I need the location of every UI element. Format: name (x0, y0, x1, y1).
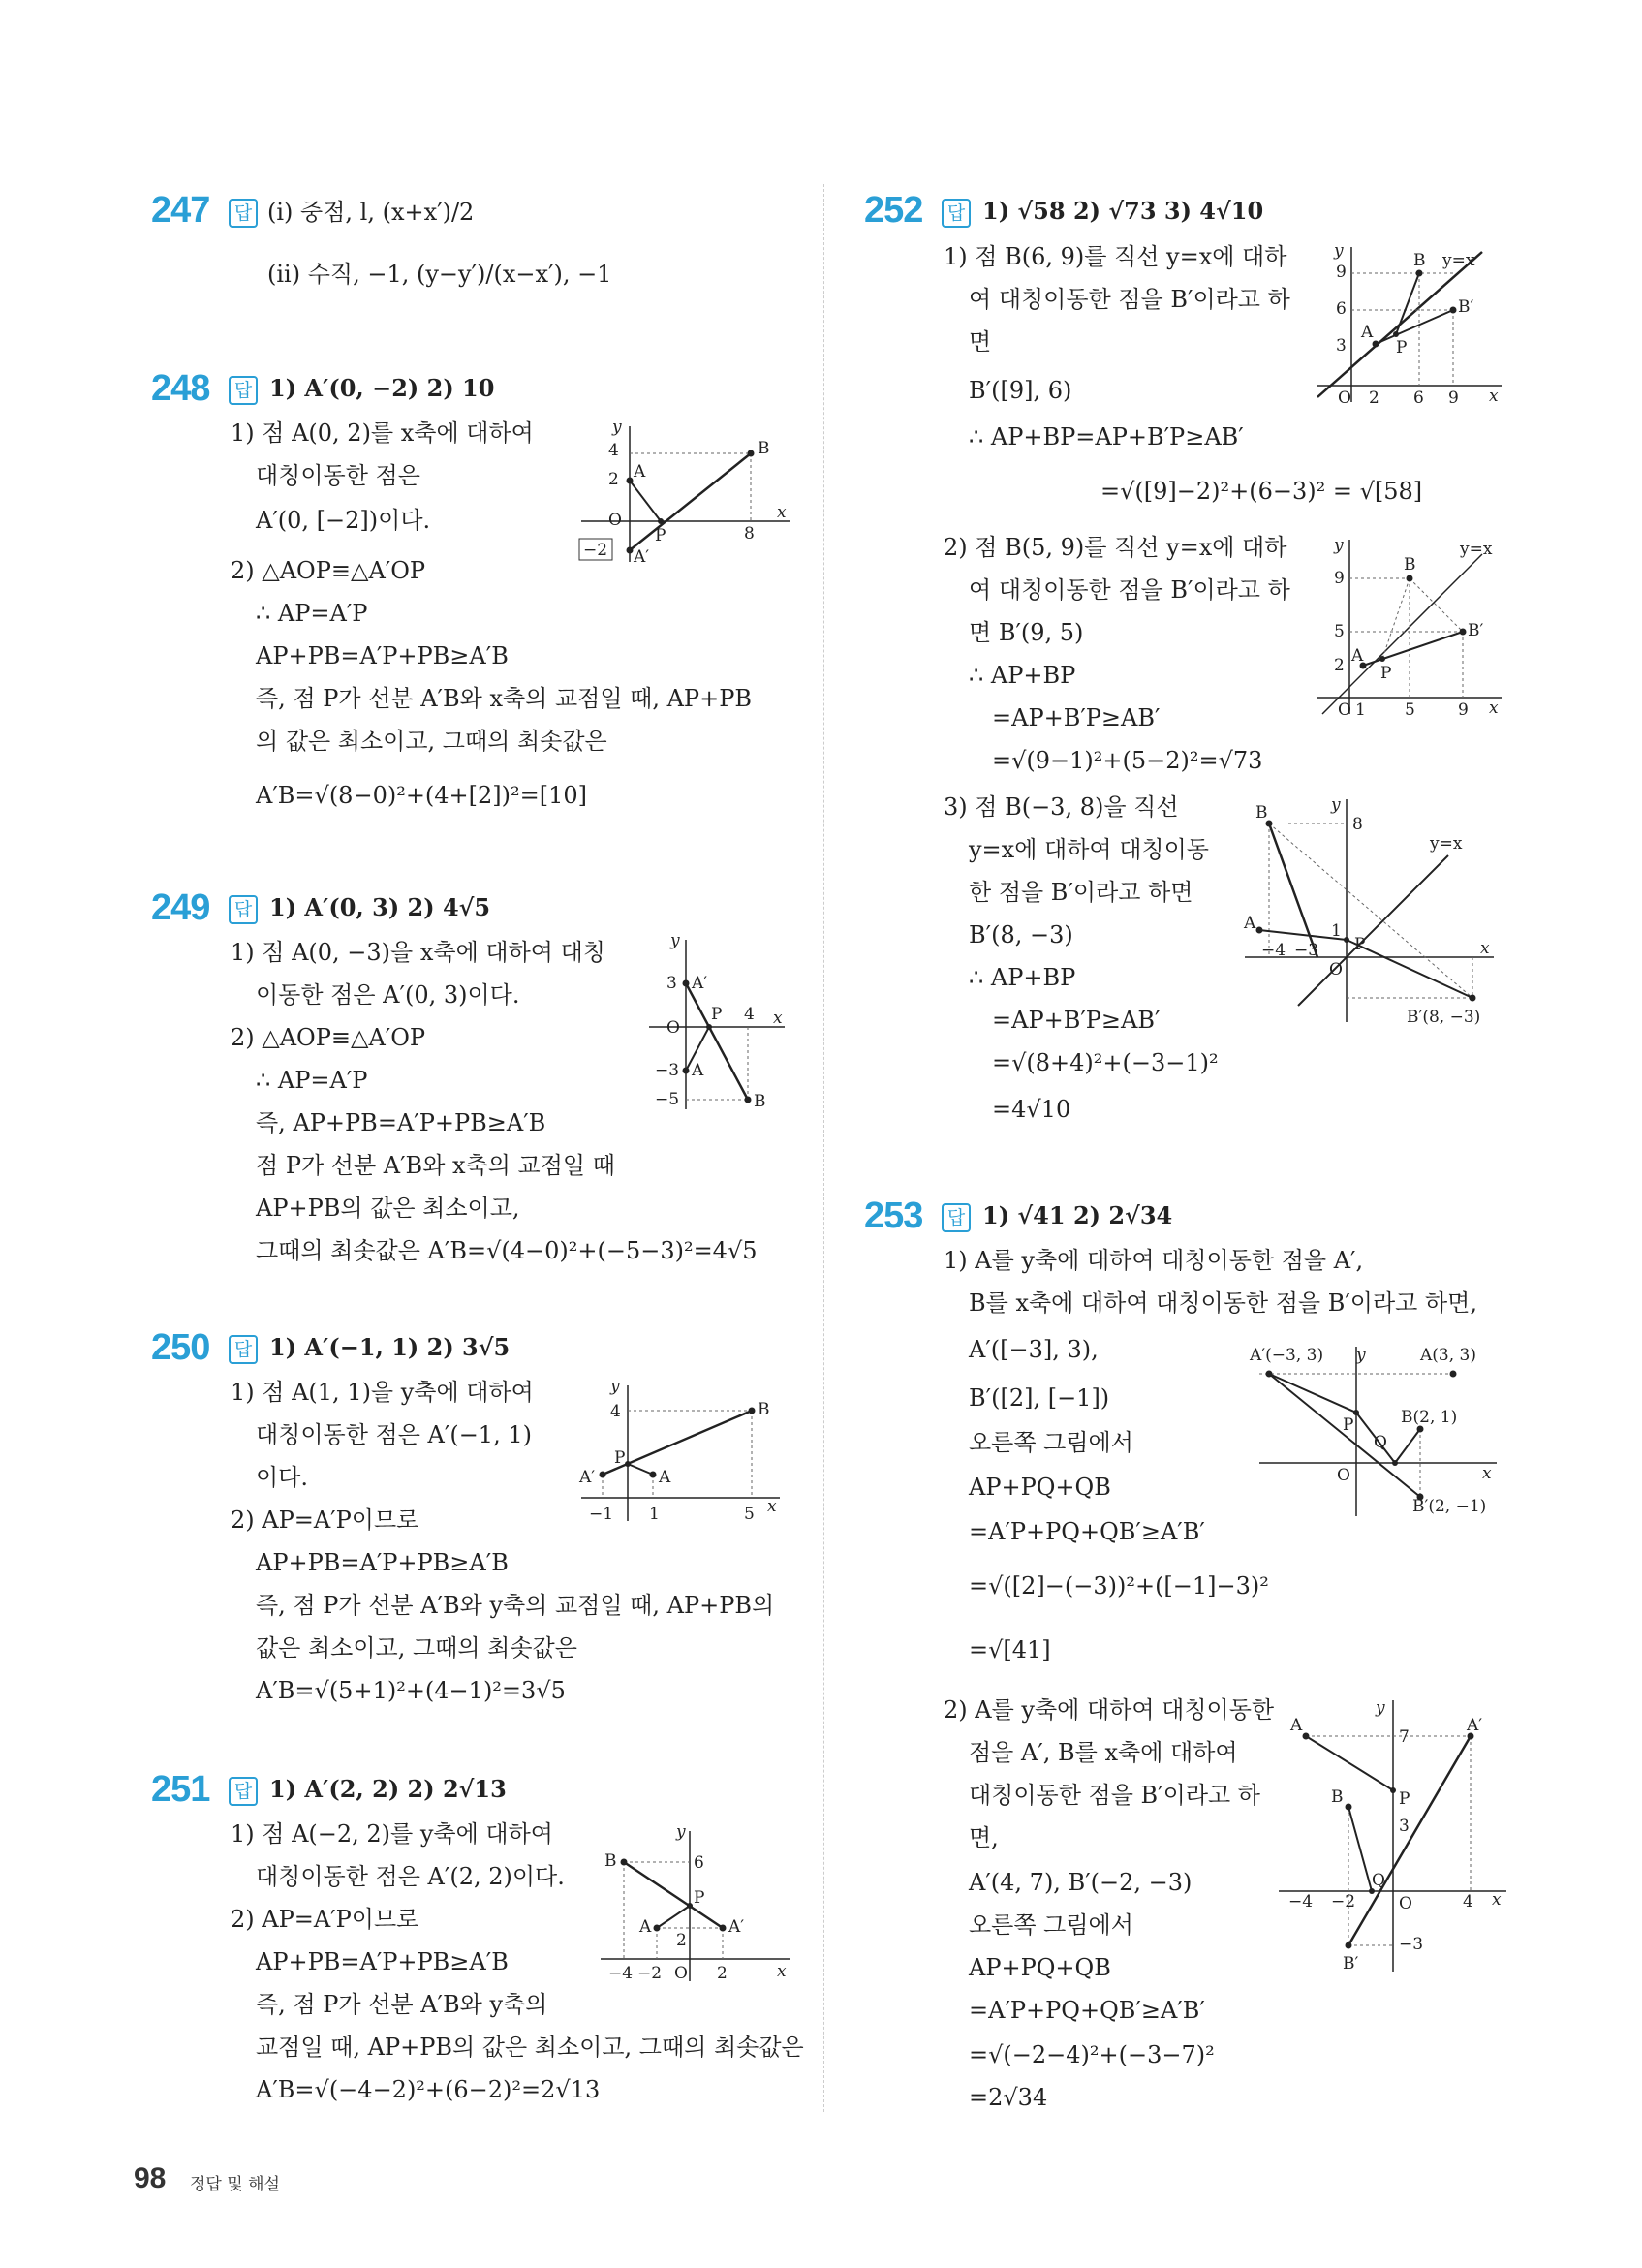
p248-line-3: 2) △AOP≡△A′OP (231, 557, 426, 584)
p253-2-line-1: 점을 A′, B를 x축에 대하여 (969, 1739, 1238, 1766)
point-a-prime-label: A′ (1467, 1716, 1483, 1735)
problem-number-249: 249 (151, 887, 210, 928)
p248-line-5: AP+PB=A′P+PB≥A′B (256, 642, 509, 669)
p251-line-5: 교점일 때, AP+PB의 값은 최소이고, 그때의 최솟값은 (256, 2034, 804, 2061)
tick-8: 8 (1352, 815, 1363, 834)
point-q-label: Q (1374, 1433, 1387, 1452)
point-p-label: P (614, 1448, 626, 1468)
p249-line-3: ∴ AP=A′P (256, 1067, 368, 1094)
point-b-label: B (1413, 251, 1426, 270)
tick-x-2: 2 (1369, 388, 1379, 408)
tick-3: 3 (666, 974, 677, 993)
origin-label: O (608, 511, 622, 530)
point-a-prime-label: A′ (728, 1917, 745, 1937)
page-number: 98 (134, 2162, 167, 2194)
problem-number-247: 247 (151, 190, 210, 231)
x-axis-label: x (1480, 939, 1490, 958)
tick-x-1: 1 (1355, 700, 1366, 720)
point-a-prime-label: A′ (579, 1468, 596, 1487)
p250-line-1: 대칭이동한 점은 A′(−1, 1) (256, 1421, 532, 1448)
p252-figure-2 (1313, 535, 1506, 719)
p251-line-4: 즉, 점 P가 선분 A′B와 y축의 (256, 1991, 548, 2018)
point-p-label: P (1380, 664, 1392, 683)
p251-line-6: A′B=√(−4−2)²+(6−2)²=2√13 (256, 2076, 601, 2103)
p252-1-line-1: 여 대칭이동한 점을 B′이라고 하 (969, 286, 1290, 313)
p252-3-line-3: B′(8, −3) (969, 921, 1073, 948)
p252-2-line-3: ∴ AP+BP (969, 662, 1076, 689)
p252-3-line-0: 3) 점 B(−3, 8)을 직선 (944, 793, 1179, 821)
p253-1-line-2: A′([−3], 3), (969, 1336, 1099, 1363)
p253-2-line-7: =A′P+PQ+QB′≥A′B′ (969, 1997, 1205, 2024)
origin-label: O (666, 1018, 680, 1038)
p252-3-line-7: =4√10 (992, 1096, 1071, 1123)
tick-2: 2 (608, 470, 619, 489)
origin-label: O (1399, 1894, 1412, 1913)
p252-3-line-5: =AP+B′P≥AB′ (992, 1007, 1161, 1034)
point-b-prime-label: B′(8, −3) (1407, 1008, 1481, 1027)
tick-minus-1: −1 (589, 1505, 614, 1524)
tick-4: 4 (608, 441, 619, 460)
tick-x-2: 2 (717, 1964, 728, 1983)
p250-line-6: 값은 최소이고, 그때의 최솟값은 (256, 1634, 577, 1662)
point-b-label: B (754, 1092, 766, 1111)
y-axis-label: y (1334, 536, 1344, 555)
p252-1-line-3: B′([9], 6) (969, 377, 1072, 404)
point-p-label: P (711, 1005, 723, 1024)
p253-1-line-5: AP+PQ+QB (969, 1474, 1111, 1501)
problem-number-253: 253 (864, 1196, 923, 1236)
p252-figure-3 (1240, 794, 1502, 1027)
p252-3-line-1: y=x에 대하여 대칭이동 (969, 836, 1209, 863)
point-p-label: P (1343, 1415, 1354, 1435)
p252-2-line-4: =AP+B′P≥AB′ (992, 704, 1161, 731)
origin-label: O (1337, 1466, 1350, 1485)
y-axis-label: y (1334, 241, 1344, 261)
p252-answer: 1) √58 2) √73 3) 4√10 (982, 197, 1264, 225)
tick-minus-3: −3 (1294, 941, 1319, 960)
p252-figure-1 (1313, 242, 1506, 407)
p252-1-line-4: ∴ AP+BP=AP+B′P≥AB′ (969, 423, 1244, 450)
p251-line-0: 1) 점 A(−2, 2)를 y축에 대하여 (231, 1820, 553, 1848)
point-q-label: Q (1372, 1871, 1385, 1890)
y-axis-label: y (1376, 1698, 1385, 1718)
tick-minus-4: −4 (1288, 1892, 1314, 1911)
y-axis-label: y (676, 1822, 686, 1842)
x-axis-label: x (773, 1009, 783, 1028)
line-y-eq-x-label: y=x (1442, 251, 1475, 270)
point-a-prime-label: A′ (634, 547, 650, 567)
tick-x-5: 5 (1405, 700, 1415, 720)
p248-line-4: ∴ AP=A′P (256, 600, 368, 627)
p251-line-2: 2) AP=A′P이므로 (231, 1906, 419, 1933)
origin-label: O (674, 1964, 688, 1983)
point-p-label: P (1399, 1789, 1410, 1809)
point-a-label: A(3, 3) (1420, 1346, 1476, 1365)
p249-line-7: 그때의 최솟값은 A′B=√(4−0)²+(−5−3)²=4√5 (256, 1237, 758, 1264)
p253-2-line-6: AP+PQ+QB (969, 1954, 1111, 1981)
tick-9: 9 (1336, 263, 1347, 282)
p248-line-7: 의 값은 최소이고, 그때의 최솟값은 (256, 728, 607, 755)
x-axis-label: x (777, 1962, 787, 1981)
p249-line-4: 즉, AP+PB=A′P+PB≥A′B (256, 1109, 546, 1136)
answer-badge: 답 (229, 199, 258, 228)
tick-2: 2 (1334, 656, 1345, 675)
point-b-prime-label: B′ (1468, 621, 1484, 640)
tick-5: 5 (1334, 622, 1345, 641)
y-axis-label: y (1356, 1346, 1366, 1365)
p247-line-2: (ii) 수직, −1, (y−y′)/(x−x′), −1 (267, 261, 612, 288)
problem-number-250: 250 (151, 1327, 210, 1368)
tick-4: 4 (1463, 1892, 1473, 1911)
p249-line-5: 점 P가 선분 A′B와 x축의 교점일 때 (256, 1152, 615, 1179)
point-p-label: P (1354, 935, 1366, 954)
line-y-eq-x-label: y=x (1430, 834, 1463, 854)
problem-number-252: 252 (864, 190, 923, 231)
y-axis-label: y (670, 931, 680, 950)
point-p-label: P (655, 526, 666, 545)
x-axis-label: x (1482, 1464, 1492, 1483)
tick-3: 3 (1399, 1817, 1410, 1836)
p249-line-0: 1) 점 A(0, −3)을 x축에 대하여 대칭 (231, 939, 605, 966)
point-a-label: A (1244, 914, 1256, 933)
origin-label: O (1338, 388, 1351, 408)
p253-2-line-4: A′(4, 7), B′(−2, −3) (969, 1869, 1193, 1896)
p253-figure-1 (1250, 1337, 1511, 1521)
p253-2-line-3: 면, (969, 1824, 999, 1851)
p248-line-6: 즉, 점 P가 선분 A′B와 x축의 교점일 때, AP+PB (256, 685, 752, 712)
tick-minus-3: −3 (655, 1061, 680, 1080)
y-axis-label: y (1331, 795, 1341, 815)
point-a-prime-label: A′ (692, 974, 708, 993)
tick-minus-3: −3 (1399, 1935, 1424, 1954)
tick-2: 2 (676, 1931, 687, 1950)
p253-1-line-8: =√[41] (969, 1636, 1051, 1663)
p252-1-line-0: 1) 점 B(6, 9)를 직선 y=x에 대하 (944, 243, 1287, 270)
p250-line-2: 이다. (256, 1464, 308, 1491)
p253-2-line-9: =2√34 (969, 2084, 1048, 2111)
point-b-label: B (604, 1851, 617, 1871)
tick-6: 6 (694, 1853, 704, 1873)
p253-answer: 1) √41 2) 2√34 (982, 1201, 1173, 1229)
p250-figure (572, 1376, 785, 1531)
point-a-label: A (634, 462, 646, 482)
p248-line-8: A′B=√(8−0)²+(4+[2])²=[10] (256, 782, 588, 809)
point-a-label: A (659, 1468, 671, 1487)
point-b-prime-label: B′ (1343, 1954, 1359, 1973)
point-p-label: P (1396, 338, 1408, 357)
x-axis-label: x (1492, 1890, 1502, 1910)
point-a-prime-label: A′(−3, 3) (1250, 1346, 1324, 1365)
p253-1-line-6: =A′P+PQ+QB′≥A′B′ (969, 1518, 1205, 1545)
problem-number-248: 248 (151, 368, 210, 409)
p252-2-line-5: =√(9−1)²+(5−2)²=√73 (992, 747, 1263, 774)
point-a-label: A (1361, 323, 1374, 342)
line-y-eq-x-label: y=x (1460, 540, 1493, 559)
p253-2-line-2: 대칭이동한 점을 B′이라고 하 (969, 1782, 1260, 1809)
point-b-label: B (758, 1400, 770, 1419)
tick-3: 3 (1336, 336, 1347, 356)
point-b-prime-label: B′(2, −1) (1412, 1497, 1487, 1516)
p248-line-0: 1) 점 A(0, 2)를 x축에 대하여 (231, 419, 534, 447)
tick-minus-4: −4 (608, 1964, 634, 1983)
x-axis-label: x (1489, 699, 1499, 718)
tick-minus-2: −2 (637, 1964, 663, 1983)
tick-5: 5 (744, 1505, 755, 1524)
problem-number-251: 251 (151, 1769, 210, 1810)
p247-line-1: (i) 중점, l, (x+x′)/2 (267, 199, 475, 226)
p253-figure-2 (1269, 1695, 1511, 1976)
p252-1-line-2: 면 (969, 328, 992, 356)
tick-7: 7 (1399, 1727, 1410, 1747)
p253-1-line-0: 1) A를 y축에 대하여 대칭이동한 점을 A′, (944, 1247, 1364, 1274)
p249-line-6: AP+PB의 값은 최소이고, (256, 1195, 520, 1222)
y-axis-label: y (612, 418, 622, 437)
p250-line-7: A′B=√(5+1)²+(4−1)²=3√5 (256, 1677, 566, 1704)
p250-line-5: 즉, 점 P가 선분 A′B와 y축의 교점일 때, AP+PB의 (256, 1592, 775, 1619)
p250-line-4: AP+PB=A′P+PB≥A′B (256, 1549, 509, 1576)
tick-9: 9 (1334, 569, 1345, 588)
p251-line-3: AP+PB=A′P+PB≥A′B (256, 1948, 509, 1975)
p252-3-line-2: 한 점을 B′이라고 하면 (969, 879, 1193, 906)
p253-1-line-7: =√([2]−(−3))²+([−1]−3)² (969, 1572, 1269, 1600)
tick-minus-4: −4 (1261, 941, 1286, 960)
answer-badge: 답 (942, 1203, 971, 1232)
answer-badge: 답 (229, 1777, 258, 1806)
x-axis-label: x (767, 1497, 777, 1516)
p252-1-line-5: =√([9]−2)²+(6−3)² = √[58] (1100, 478, 1423, 505)
x-axis-label: x (1489, 387, 1499, 406)
answer-badge: 답 (229, 376, 258, 405)
p249-line-2: 2) △AOP≡△A′OP (231, 1024, 426, 1051)
column-divider (823, 184, 824, 2112)
tick-minus-2: −2 (1331, 1892, 1356, 1911)
p249-line-1: 이동한 점은 A′(0, 3)이다. (256, 981, 520, 1009)
tick-8: 8 (744, 524, 755, 544)
p253-2-line-8: =√(−2−4)²+(−3−7)² (969, 2041, 1215, 2068)
point-a-label: A (1290, 1716, 1303, 1735)
point-b-label: B (1255, 803, 1268, 823)
footer-title: 정답 및 해설 (190, 2175, 280, 2194)
point-b-label: B (1404, 555, 1416, 575)
p253-1-line-3: B′([2], [−1]) (969, 1384, 1110, 1412)
p251-line-1: 대칭이동한 점은 A′(2, 2)이다. (256, 1863, 565, 1890)
p248-figure (572, 417, 794, 572)
p248-answer: 1) A′(0, −2) 2) 10 (269, 374, 495, 402)
p249-answer: 1) A′(0, 3) 2) 4√5 (269, 893, 491, 921)
point-a-label: A (639, 1917, 652, 1937)
tick-1: 1 (649, 1505, 660, 1524)
point-b-label: B (1331, 1787, 1344, 1807)
p252-2-line-2: 면 B′(9, 5) (969, 619, 1084, 646)
origin-label: O (1338, 700, 1351, 720)
point-a-label: A (1351, 646, 1364, 666)
p250-answer: 1) A′(−1, 1) 2) 3√5 (269, 1333, 511, 1361)
p248-line-1: 대칭이동한 점은 (256, 462, 420, 489)
p249-figure (639, 930, 804, 1114)
tick-minus-5: −5 (655, 1090, 680, 1109)
p252-2-line-0: 2) 점 B(5, 9)를 직선 y=x에 대하 (944, 534, 1287, 561)
tick-1: 1 (1331, 921, 1342, 941)
p251-figure (591, 1821, 794, 1986)
answer-badge: 답 (229, 895, 258, 924)
tick-4: 4 (610, 1402, 621, 1421)
tick-x-6: 6 (1413, 388, 1424, 408)
point-a-label: A (692, 1061, 704, 1080)
tick-minus-2: −2 (583, 541, 608, 560)
tick-4: 4 (744, 1005, 755, 1024)
tick-x-9: 9 (1458, 700, 1469, 720)
y-axis-label: y (610, 1377, 620, 1396)
point-b-prime-label: B′ (1458, 297, 1474, 317)
p253-2-line-0: 2) A를 y축에 대하여 대칭이동한 (944, 1696, 1275, 1724)
p252-2-line-1: 여 대칭이동한 점을 B′이라고 하 (969, 576, 1290, 604)
p253-1-line-1: B를 x축에 대하여 대칭이동한 점을 B′이라고 하면, (969, 1289, 1477, 1317)
p252-3-line-6: =√(8+4)²+(−3−1)² (992, 1049, 1219, 1076)
p252-3-line-4: ∴ AP+BP (969, 964, 1076, 991)
p250-line-0: 1) 점 A(1, 1)을 y축에 대하여 (231, 1379, 534, 1406)
p253-1-line-4: 오른쪽 그림에서 (969, 1429, 1133, 1456)
point-b-label: B (758, 439, 770, 458)
origin-label: O (1329, 960, 1343, 979)
answer-badge: 답 (229, 1335, 258, 1364)
p248-line-2: A′(0, [−2])이다. (256, 507, 431, 534)
point-p-label: P (694, 1888, 705, 1908)
p251-answer: 1) A′(2, 2) 2) 2√13 (269, 1775, 507, 1803)
answer-badge: 답 (942, 199, 971, 228)
x-axis-label: x (777, 503, 787, 522)
point-b-label: B(2, 1) (1401, 1408, 1458, 1427)
tick-6: 6 (1336, 299, 1347, 319)
tick-x-9: 9 (1448, 388, 1459, 408)
p250-line-3: 2) AP=A′P이므로 (231, 1507, 419, 1534)
p253-2-line-5: 오른쪽 그림에서 (969, 1911, 1133, 1939)
